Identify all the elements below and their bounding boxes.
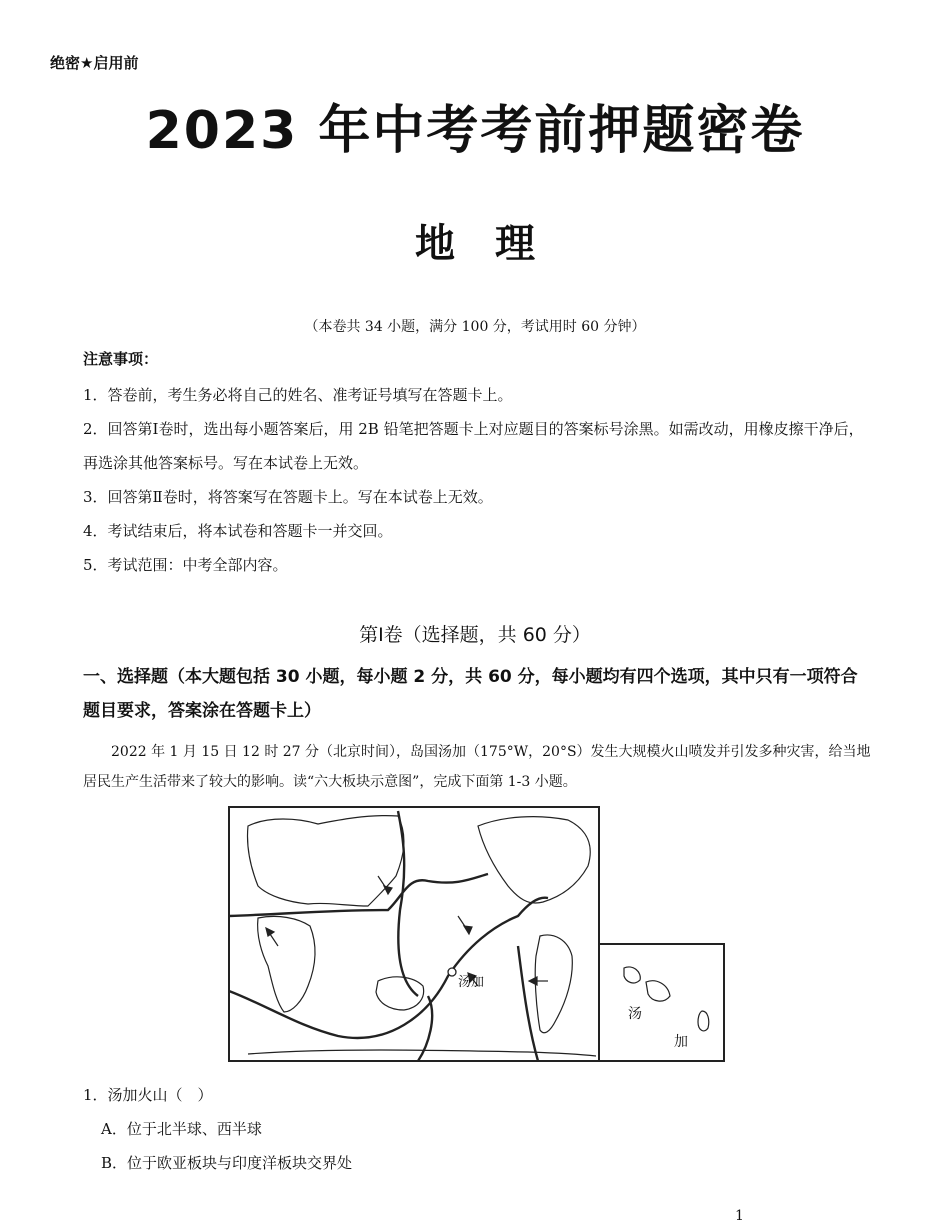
confidential-label: 绝密★启用前 [50,54,139,72]
tonga-label: 汤加 [458,975,485,990]
notice-item: 3．回答第Ⅱ卷时，将答案写在答题卡上。写在本试卷上无效。 [83,488,493,506]
continent-south-america [535,935,572,1033]
exam-info: （本卷共 34 小题，满分 100 分，考试用时 60 分钟） [304,319,646,335]
tonga-marker [448,968,456,976]
inset-frame [599,944,724,1061]
plate-boundary [229,811,548,1061]
page-title: 2023 年中考考前押题密卷 [145,101,805,161]
notice-list [83,378,873,582]
part-title: 第Ⅰ卷（选择题，共 60 分） [359,624,591,646]
notice-title: 注意事项： [83,350,159,368]
question-intro: 2022 年 1 月 15 日 12 时 27 分（北京时间），岛国汤加（175°W，20°S）发生大规模火山喷发并引发多种灾害，给当地居民生产生活带来了较大的影响。读“六大板块示意图”，完成下面第 1-3 小题。 [83,744,871,790]
question-1 [83,1078,873,1180]
notice-item: 4．考试结束后，将本试卷和答题卡一并交回。 [83,522,393,540]
notice-item: 2．回答第Ⅰ卷时，选出每小题答案后，用 2B 铅笔把答题卡上对应题目的答案标号涂黑。如需改动，用橡皮擦干净后，再选涂其他答案标号。写在本试卷上无效。 [83,420,864,472]
notice-item: 1．答卷前，考生务必将自己的姓名、准考证号填写在答题卡上。 [83,386,513,404]
page-number: 1 [735,1208,744,1224]
continent-eurasia [247,816,403,906]
inset-island [624,967,640,983]
inset-label-2: 加 [674,1034,688,1050]
inset-island [698,1011,709,1031]
option-a[interactable]: A．位于北半球、西半球 [101,1120,262,1138]
inset-label-1: 汤 [628,1006,642,1022]
inset-island [646,981,670,1001]
notice-item: 5．考试范围：中考全部内容。 [83,556,288,574]
continent-north-america [478,817,590,903]
section-title: 一、选择题（本大题包括 30 小题，每小题 2 分，共 60 分，每小题均有四个选项，其中只有一项符合题目要求，答案涂在答题卡上） [83,667,858,721]
plate-map [228,806,726,1064]
map-frame [229,807,599,1061]
question-stem: 1．汤加火山（ ） [83,1086,213,1104]
subject-title: 地理 [415,221,575,267]
option-b[interactable]: B．位于欧亚板块与印度洋板块交界处 [101,1154,353,1172]
